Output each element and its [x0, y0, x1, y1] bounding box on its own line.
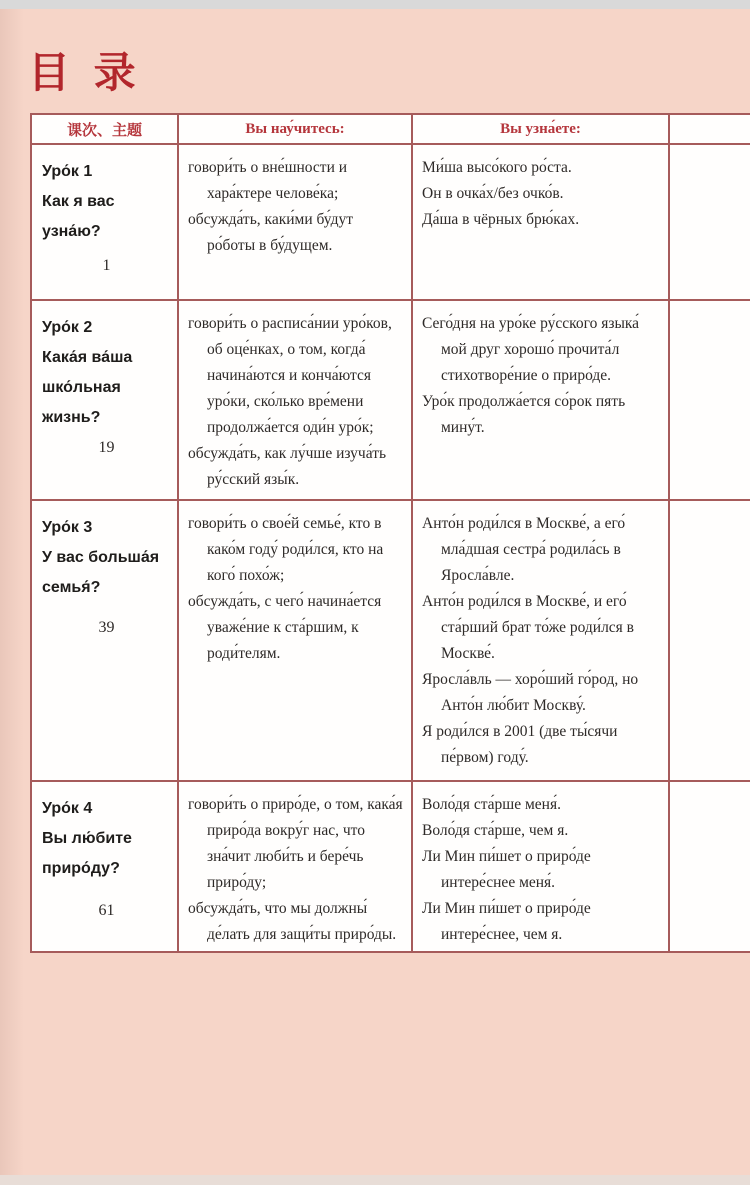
lesson-title-line: Вы лю́бите — [42, 830, 132, 847]
left-edge-shade — [0, 9, 24, 1175]
know-item: Он в очка́х/без очко́в. — [422, 185, 564, 202]
learn-cell — [179, 145, 413, 301]
lesson-title-line: Кака́я ва́ша — [42, 349, 133, 366]
learn-cell — [179, 501, 413, 782]
extra-cell — [670, 501, 750, 782]
lesson-page-number: 19 — [98, 439, 115, 456]
know-item: Яросла́вль — хоро́ший го́род, но Анто́н лю́бит Москву́. — [422, 671, 639, 714]
know-item: Ми́ша высо́кого ро́ста. — [422, 159, 572, 176]
know-item: Анто́н роди́лся в Москве́, и его́ ста́рший брат то́же роди́лся в Москве́. — [422, 593, 635, 662]
know-item: Анто́н роди́лся в Москве́, а его́ мла́дшая сестра́ родила́сь в Яросла́вле. — [422, 515, 626, 584]
lesson-title-line: узна́ю? — [42, 223, 101, 240]
lesson-page-number: 39 — [98, 619, 115, 636]
know-cell — [413, 301, 670, 501]
lesson-title-line: Уро́к 2 — [42, 319, 93, 336]
learn-item: говори́ть о приро́де, о том, кака́я приро́да вокру́г нас, что зна́чит люби́ть и бере́чь приро́ду; — [188, 796, 403, 891]
learn-item: говори́ть о вне́шности и хара́ктере челове́ка; — [188, 159, 348, 202]
learn-item: говори́ть о расписа́нии уро́ков, об оце́нках, о том, когда́ начина́ются и конча́ются уро́ки, ско́лько вре́мени продолжа́ется оди́н уро́к; — [188, 315, 392, 436]
lesson-title-line: жизнь? — [42, 409, 101, 426]
lesson-title-line: Уро́к 4 — [42, 800, 93, 817]
lesson-title-line: У вас больша́я — [42, 549, 160, 566]
learn-item: обсужда́ть, с чего́ начина́ется уваже́ние к ста́ршим, к роди́телям. — [188, 593, 382, 662]
lesson-title-line: Уро́к 1 — [42, 163, 93, 180]
header-cell-learn: Вы нау́читесь: — [179, 115, 413, 145]
lesson-cell — [32, 301, 179, 501]
learn-item: обсужда́ть, что мы должны́ де́лать для защи́ты приро́ды. — [188, 900, 397, 943]
know-item: Сего́дня на уро́ке ру́сского языка́ мой друг хорошо́ прочита́л стихотворе́ние о приро́де. — [422, 315, 640, 384]
know-cell — [413, 145, 670, 301]
lesson-page-number: 61 — [98, 902, 115, 919]
know-item: Ли Мин пи́шет о приро́де интере́снее, чем я. — [422, 900, 591, 943]
extra-cell — [670, 301, 750, 501]
know-cell — [413, 501, 670, 782]
page-title: 目 录 — [28, 49, 142, 96]
know-item: Воло́дя ста́рше, чем я. — [422, 822, 569, 839]
know-item: Ли Мин пи́шет о приро́де интере́снее меня́. — [422, 848, 591, 891]
top-edge-bar — [0, 0, 750, 9]
lesson-title-line: семья́? — [42, 579, 101, 596]
know-cell — [413, 782, 670, 953]
lesson-title-line: приро́ду? — [42, 860, 120, 877]
lesson-title-line: Уро́к 3 — [42, 519, 93, 536]
know-item: Воло́дя ста́рше меня́. — [422, 796, 561, 813]
know-item: Уро́к продолжа́ется со́рок пять мину́т. — [422, 393, 626, 436]
learn-item: говори́ть о свое́й семье́, кто в како́м году́ роди́лся, кто на кого́ похо́ж; — [188, 515, 384, 584]
extra-cell — [670, 782, 750, 953]
know-item: Да́ша в чёрных брю́ках. — [422, 211, 580, 228]
lesson-cell — [32, 501, 179, 782]
lesson-cell — [32, 145, 179, 301]
toc-table — [30, 113, 750, 953]
header-cell-lessons: 课次、主题 — [32, 115, 179, 145]
lesson-cell — [32, 782, 179, 953]
extra-cell — [670, 145, 750, 301]
lesson-title-line: шко́льная — [42, 379, 121, 396]
learn-cell — [179, 782, 413, 953]
learn-item: обсужда́ть, каки́ми бу́дут ро́боты в бу́дущем. — [188, 211, 353, 254]
lesson-page-number: 1 — [102, 257, 111, 274]
lesson-title-line: Как я вас — [42, 193, 115, 210]
header-cell-know: Вы узна́ете: — [413, 115, 670, 145]
learn-item: обсужда́ть, как лу́чше изуча́ть ру́сский язы́к. — [188, 445, 387, 488]
header-cell-extra — [670, 115, 750, 145]
bottom-edge-bar — [0, 1175, 750, 1185]
learn-cell — [179, 301, 413, 501]
know-item: Я роди́лся в 2001 (две ты́сячи пе́рвом) году́. — [422, 723, 618, 766]
